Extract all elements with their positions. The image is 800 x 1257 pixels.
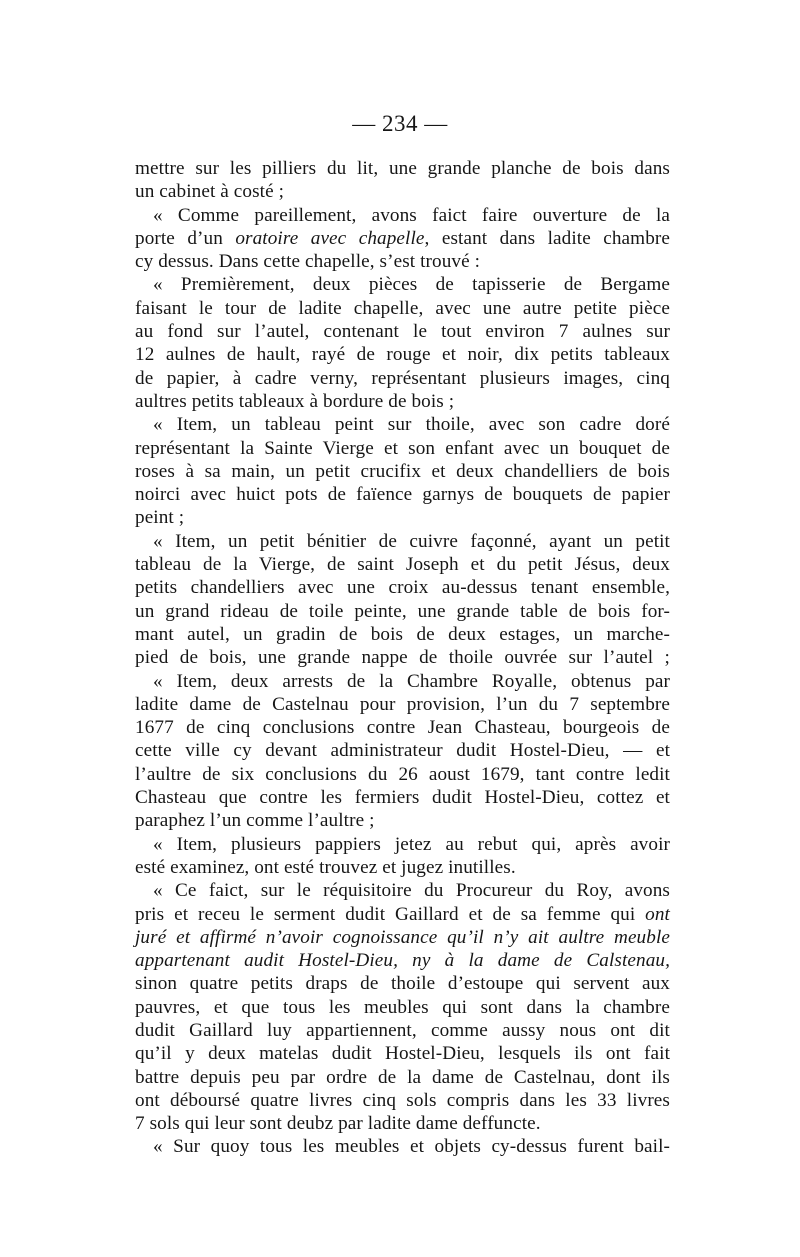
page-number: — 234 — <box>352 111 448 136</box>
text-line: de papier, à cadre verny, représentant plusieurs images, cinq <box>135 367 670 389</box>
text-line <box>135 227 670 250</box>
text-line <box>135 903 670 926</box>
text-line: pauvres, et que tous les meubles qui sont dans la chambre <box>135 996 670 1018</box>
text-line: juré et affirmé n’avoir cognoissance qu’il n’y ait aultre meuble <box>135 926 670 948</box>
text-line: un grand rideau de toile peinte, une grande table de bois for- <box>135 600 670 622</box>
text-line: Chasteau que contre les fermiers dudit Hostel-Dieu, cottez et <box>135 787 670 809</box>
text-line: « Item, plusieurs pappiers jetez au rebut qui, après avoir <box>153 833 670 855</box>
text-line: 12 aulnes de hault, rayé de rouge et noir, dix petits tableaux <box>135 344 670 366</box>
text-line: mant autel, un gradin de bois de deux estages, un marche- <box>135 623 670 645</box>
text-line: appartenant audit Hostel-Dieu, ny à la dame de Calstenau, <box>135 950 670 972</box>
text-line: esté examinez, ont esté trouvez et jugez inutilles. <box>135 856 516 878</box>
text-line: « Premièrement, deux pièces de tapisserie de Bergame <box>153 274 670 296</box>
text-line: « Comme pareillement, avons faict faire ouverture de la <box>153 204 670 226</box>
text-line: noirci avec huict pots de faïence garnys de bouquets de papier <box>135 484 670 506</box>
text-line: représentant la Sainte Vierge et son enfant avec un bouquet de <box>135 437 670 459</box>
text-line: sinon quatre petits draps de thoile d’estoupe qui servent aux <box>135 973 670 995</box>
text-segment: porte d’un <box>135 227 236 249</box>
text-line: peint ; <box>135 507 185 529</box>
text-line: roses à sa main, un petit crucifix et deux chandelliers de bois <box>135 460 670 482</box>
text-line: qu’il y deux matelas dudit Hostel-Dieu, lesquels ils ont fait <box>135 1043 670 1065</box>
text-line: paraphez l’un comme l’aultre ; <box>135 810 375 832</box>
text-line: cy dessus. Dans cette chapelle, s’est trouvé : <box>135 251 481 273</box>
italic-text: oratoire avec chapelle <box>235 227 425 249</box>
text-line: « Item, deux arrests de la Chambre Royalle, obtenus par <box>153 670 670 692</box>
text-line: 7 sols qui leur sont deubz par ladite dame deffuncte. <box>135 1113 541 1135</box>
text-line: faisant le tour de ladite chapelle, avec une autre petite pièce <box>135 297 670 319</box>
text-line: dudit Gaillard luy appartiennent, comme aussy nous ont dit <box>135 1019 670 1041</box>
text-line: ont déboursé quatre livres cinq sols compris dans les 33 livres <box>135 1089 670 1111</box>
text-line: tableau de la Vierge, de saint Joseph et du petit Jésus, deux <box>135 554 670 576</box>
text-segment: pris et receu le serment dudit Gaillard et de sa femme qui <box>135 903 646 925</box>
text-line: l’aultre de six conclusions du 26 aoust 1679, tant contre ledit <box>135 763 670 785</box>
text-line: petits chandelliers avec une croix au-dessus tenant ensemble, <box>135 577 670 599</box>
text-line: 1677 de cinq conclusions contre Jean Chasteau, bourgeois de <box>135 717 670 739</box>
text-line: « Ce faict, sur le réquisitoire du Procureur du Roy, avons <box>153 880 670 902</box>
text-line: « Item, un tableau peint sur thoile, avec son cadre doré <box>153 414 670 436</box>
text-line: pied de bois, une grande nappe de thoile ouvrée sur l’autel ; <box>135 647 670 669</box>
text-line: aultres petits tableaux à bordure de bois ; <box>135 390 455 412</box>
text-line: cette ville cy devant administrateur dudit Hostel-Dieu, — et <box>135 740 670 762</box>
text-line: au fond sur l’autel, contenant le tout environ 7 aulnes sur <box>135 321 670 343</box>
text-line: mettre sur les pilliers du lit, une grande planche de bois dans <box>135 158 670 179</box>
text-line: battre depuis peu par ordre de la dame de Castelnau, dont ils <box>135 1066 670 1088</box>
text-segment: , estant dans ladite chambre <box>424 227 670 249</box>
body-text <box>135 157 670 1159</box>
text-line: ladite dame de Castelnau pour provision, l’un du 7 septembre <box>135 693 670 715</box>
text-line: « Item, un petit bénitier de cuivre façonné, ayant un petit <box>153 530 670 552</box>
text-line: un cabinet à costé ; <box>135 181 285 203</box>
text-line: « Sur quoy tous les meubles et objets cy-dessus furent bail- <box>153 1136 670 1158</box>
italic-text: ont <box>645 903 670 925</box>
